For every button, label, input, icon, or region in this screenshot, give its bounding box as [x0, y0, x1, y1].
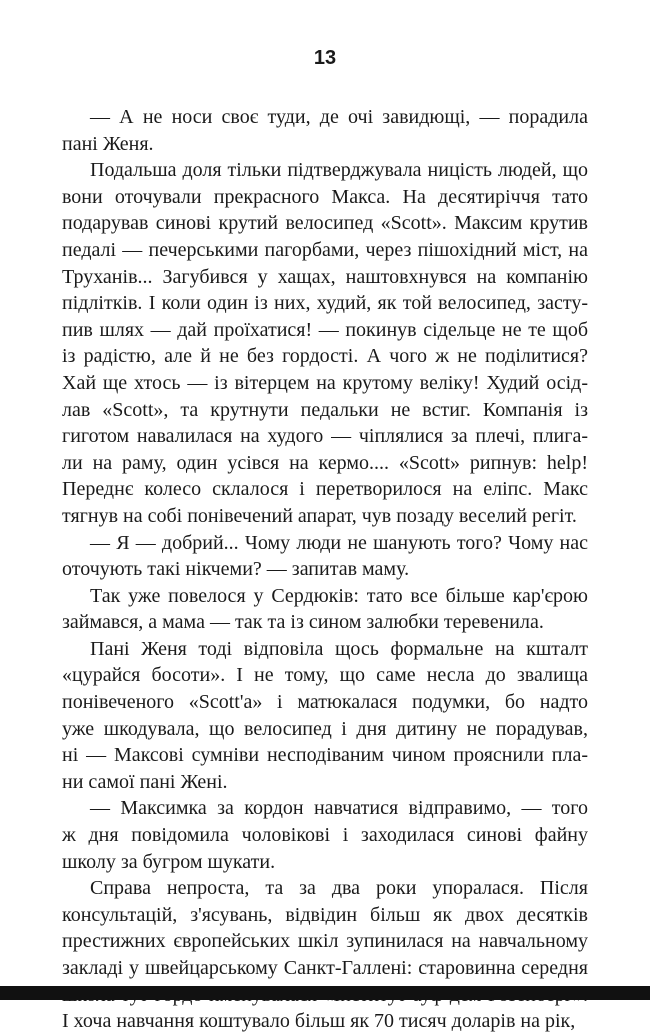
text-line: Справа непроста, та за два роки упоралася. Після: [90, 877, 588, 900]
paragraph-1: [62, 104, 588, 157]
text-line: консультацій, з'ясувань, відвідин більш як двох десятків: [62, 903, 588, 926]
paragraph-3: [62, 530, 588, 583]
text-line: із радістю, але й не без гордості. А чого ж не поділитися?: [62, 345, 588, 368]
text-line: оточують такі нікчеми? — запитав маму.: [62, 558, 410, 581]
text-line: понівеченого «Scott'а» і матюкалася подумки, бо надто: [62, 691, 588, 714]
page-bottom-edge: [0, 986, 650, 1000]
text-line: престижних європейських шкіл зупинилася на навчальному: [62, 930, 588, 953]
text-line: Подальша доля тільки підтверджувала ницість людей, що: [90, 159, 588, 182]
text-line: подарував синові крутий велосипед «Scott». Максим крутив: [62, 212, 588, 235]
text-line: — А не носи своє туди, де очі завидющі, — порадила: [90, 106, 588, 128]
text-line: ни самої пані Жені.: [62, 770, 228, 793]
paragraph-5: [62, 636, 588, 796]
text-line: уже шкодувала, що велосипед і дня дитину не порадував,: [62, 717, 588, 740]
text-line: «цурайся босоти». І не тому, що саме несла до звалища: [62, 664, 588, 687]
paragraph-4: [62, 583, 588, 636]
body-text: [62, 104, 588, 1035]
text-line: Переднє колесо склалося і перетворилося на еліпс. Макс: [62, 478, 588, 501]
text-line: Хай ще хтось — із вітерцем на крутому веліку! Худий осід-: [62, 371, 588, 394]
text-line: педалі — печерськими пагорбами, через пішохідний міст, на: [62, 238, 588, 261]
text-line: вони оточували прекрасного Макса. На десятиріччя тато: [62, 185, 588, 208]
text-line: ні — Максові сумніви несподіваним чином прояснили пла-: [62, 744, 588, 767]
paragraph-7: [62, 875, 588, 1035]
text-line: Так уже повелося у Сердюків: тато все більше кар'єрою: [90, 584, 588, 607]
text-line: Труханів... Загубився у хащах, наштовхнувся на компанію: [62, 265, 588, 288]
text-line: — Максимка за кордон навчатися відправимо, — того: [90, 797, 588, 820]
text-line: підлітків. І коли один із них, худий, як той велосипед, засту-: [62, 292, 588, 315]
text-line: Пані Женя тоді відповіла щось формальне на кшталт: [90, 637, 588, 660]
text-line: школу за бугром шукати.: [62, 850, 276, 873]
text-line: І хоча навчання коштувало більш як 70 тисяч доларів на рік,: [62, 1010, 576, 1033]
paragraph-6: [62, 795, 588, 875]
text-line: пив шлях — дай проїхатися! — покинув сідельце не те щоб: [62, 318, 588, 341]
text-line: пані Женя.: [62, 132, 154, 155]
page-number: 13: [313, 47, 337, 69]
paragraph-2: [62, 157, 588, 529]
text-line: лав «Scott», та крутнути педальки не встиг. Компанія із: [62, 398, 588, 421]
text-line: гиготом навалилася на худого — чіплялися за плечі, плига-: [62, 425, 588, 448]
text-line: займався, а мама — так та із сином залюбки теревенила.: [62, 611, 544, 634]
text-line: ли на раму, один усівся на кермо.... «Scott» рипнув: help!: [62, 451, 588, 474]
text-line: тягнув на собі понівечений апарат, чув позаду веселий регіт.: [62, 504, 577, 527]
text-line: закладі у швейцарському Санкт-Галлені: старовинна середня: [62, 957, 588, 979]
text-line: — Я — добрий... Чому люди не шанують того? Чому нас: [90, 531, 588, 554]
text-line: ж дня повідомила чоловікові і заходилася синові файну: [62, 824, 588, 847]
